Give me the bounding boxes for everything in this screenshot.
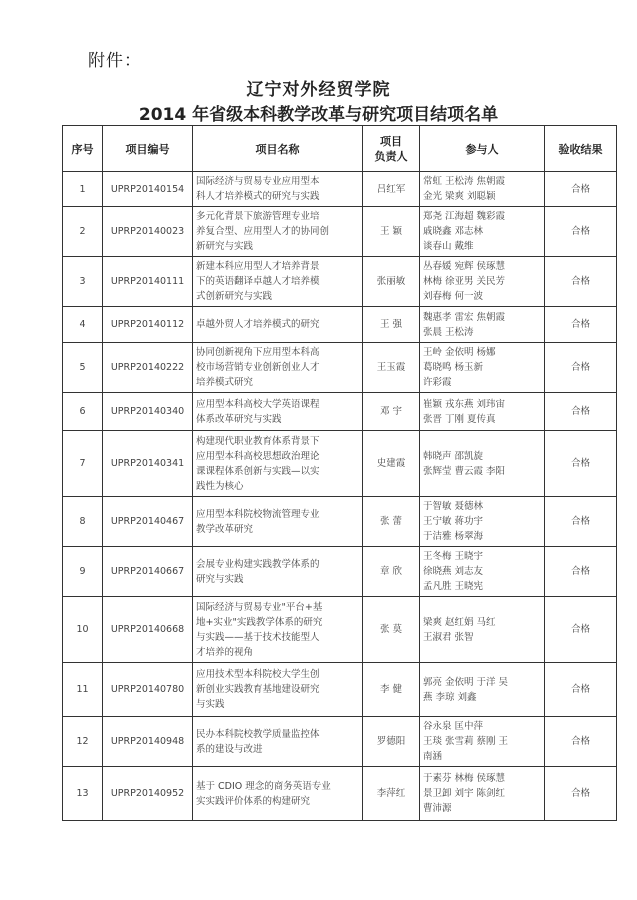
- table-row: [63, 431, 617, 497]
- cell-members: 魏惠孝 雷宏 焦朝霞 张晨 王松涛: [420, 307, 545, 343]
- cell-result: 合格: [545, 172, 617, 207]
- document-title-list: 2014 年省级本科教学改革与研究项目结项名单: [138, 105, 499, 125]
- table-row: [63, 207, 617, 257]
- table-row: [63, 597, 617, 663]
- cell-no: 2: [63, 207, 103, 257]
- cell-name: 卓越外贸人才培养模式的研究: [193, 307, 363, 343]
- cell-code: UPRP20140667: [103, 547, 193, 597]
- cell-members: 韩晓声 邵凯旋 张辉莹 曹云霞 李阳: [420, 431, 545, 497]
- cell-name: 新建本科应用型人才培养背景 下的英语翻译卓越人才培养模 式创新研究与实践: [193, 257, 363, 307]
- cell-members: 于素芬 林梅 侯琢慧 景卫卸 刘宇 陈剑红 曹沛源: [420, 767, 545, 821]
- cell-leader: 章 欣: [363, 547, 420, 597]
- cell-members: 于智敏 聂德林 王宁敏 蒋功宇 于洁雅 杨翠海: [420, 497, 545, 547]
- col-header-result: 验收结果: [545, 126, 617, 172]
- cell-leader: 王 强: [363, 307, 420, 343]
- cell-code: UPRP20140948: [103, 717, 193, 767]
- cell-code: UPRP20140341: [103, 431, 193, 497]
- table-row: [63, 717, 617, 767]
- cell-no: 3: [63, 257, 103, 307]
- cell-code: UPRP20140340: [103, 393, 193, 431]
- cell-code: UPRP20140222: [103, 343, 193, 393]
- cell-name: 应用技术型本科院校大学生创 新创业实践教育基地建设研究 与实践: [193, 663, 363, 717]
- cell-leader: 史建霞: [363, 431, 420, 497]
- cell-no: 4: [63, 307, 103, 343]
- col-header-leader: 项目 负责人: [363, 126, 420, 172]
- cell-leader: 罗德阳: [363, 717, 420, 767]
- table-row: [63, 172, 617, 207]
- cell-no: 7: [63, 431, 103, 497]
- table-row: [63, 497, 617, 547]
- cell-leader: 王玉霞: [363, 343, 420, 393]
- cell-result: 合格: [545, 257, 617, 307]
- table-row: [63, 343, 617, 393]
- cell-no: 9: [63, 547, 103, 597]
- cell-leader: 张 蕾: [363, 497, 420, 547]
- cell-code: UPRP20140154: [103, 172, 193, 207]
- cell-leader: 李 健: [363, 663, 420, 717]
- attachment-label: 附件：: [88, 51, 142, 71]
- table-row: [63, 767, 617, 821]
- cell-code: UPRP20140952: [103, 767, 193, 821]
- cell-result: 合格: [545, 597, 617, 663]
- cell-name: 构建现代职业教育体系背景下 应用型本科高校思想政治理论 课课程体系创新与实践—以实 践性为核心: [193, 431, 363, 497]
- cell-no: 8: [63, 497, 103, 547]
- cell-members: 郑尧 江海超 魏彩霞 戚晓鑫 邓志林 谈春山 戴维: [420, 207, 545, 257]
- cell-result: 合格: [545, 431, 617, 497]
- cell-code: UPRP20140112: [103, 307, 193, 343]
- cell-name: 协同创新视角下应用型本科高 校市场营销专业创新创业人才 培养模式研究: [193, 343, 363, 393]
- cell-no: 11: [63, 663, 103, 717]
- cell-members: 谷永泉 匡中萍 王琰 张雪莉 蔡刚 王 南涵: [420, 717, 545, 767]
- table-row: [63, 393, 617, 431]
- cell-code: UPRP20140111: [103, 257, 193, 307]
- col-header-code: 项目编号: [103, 126, 193, 172]
- cell-members: 王冬梅 王晓宇 徐晓燕 刘志友 孟凡胜 王晓宪: [420, 547, 545, 597]
- cell-leader: 吕红军: [363, 172, 420, 207]
- cell-result: 合格: [545, 207, 617, 257]
- document-title-institution: 辽宁对外经贸学院: [246, 80, 391, 100]
- cell-result: 合格: [545, 343, 617, 393]
- cell-code: UPRP20140780: [103, 663, 193, 717]
- cell-name: 多元化背景下旅游管理专业培 养复合型、应用型人才的协同创 新研究与实践: [193, 207, 363, 257]
- table-header-row: [63, 126, 617, 172]
- cell-result: 合格: [545, 717, 617, 767]
- cell-code: UPRP20140668: [103, 597, 193, 663]
- cell-code: UPRP20140467: [103, 497, 193, 547]
- cell-no: 12: [63, 717, 103, 767]
- table-row: [63, 307, 617, 343]
- cell-members: 梁爽 赵红娟 马红 王淑君 张智: [420, 597, 545, 663]
- table-row: [63, 547, 617, 597]
- cell-name: 应用型本科院校物流管理专业 教学改革研究: [193, 497, 363, 547]
- cell-members: 王岭 金依明 杨娜 葛晓鸣 杨玉新 许彩霞: [420, 343, 545, 393]
- col-header-name: 项目名称: [193, 126, 363, 172]
- cell-name: 应用型本科高校大学英语课程 体系改革研究与实践: [193, 393, 363, 431]
- cell-leader: 张 莫: [363, 597, 420, 663]
- cell-leader: 邓 宇: [363, 393, 420, 431]
- cell-no: 1: [63, 172, 103, 207]
- cell-result: 合格: [545, 767, 617, 821]
- cell-result: 合格: [545, 307, 617, 343]
- cell-no: 13: [63, 767, 103, 821]
- cell-leader: 张丽敏: [363, 257, 420, 307]
- cell-name: 国际经济与贸易专业应用型本 科人才培养模式的研究与实践: [193, 172, 363, 207]
- col-header-no: 序号: [63, 126, 103, 172]
- cell-result: 合格: [545, 663, 617, 717]
- cell-leader: 李萍红: [363, 767, 420, 821]
- cell-result: 合格: [545, 497, 617, 547]
- cell-members: 郭亮 金依明 于洋 吴 燕 李琼 刘鑫: [420, 663, 545, 717]
- cell-no: 6: [63, 393, 103, 431]
- cell-no: 5: [63, 343, 103, 393]
- cell-result: 合格: [545, 393, 617, 431]
- cell-name: 会展专业构建实践教学体系的 研究与实践: [193, 547, 363, 597]
- cell-members: 崔颖 戎东燕 刘玮宙 张晋 丁刚 夏传真: [420, 393, 545, 431]
- cell-name: 民办本科院校教学质量监控体 系的建设与改进: [193, 717, 363, 767]
- table-row: [63, 257, 617, 307]
- cell-members: 常虹 王松涛 焦朝霞 金光 梁爽 刘聪颖: [420, 172, 545, 207]
- cell-name: 国际经济与贸易专业"平台+基 地+实业"实践教学体系的研究 与实践——基于技术技能型人 才培养的视角: [193, 597, 363, 663]
- cell-result: 合格: [545, 547, 617, 597]
- project-table: [62, 125, 617, 821]
- table-row: [63, 663, 617, 717]
- cell-leader: 王 颖: [363, 207, 420, 257]
- cell-code: UPRP20140023: [103, 207, 193, 257]
- cell-no: 10: [63, 597, 103, 663]
- cell-members: 丛春媛 宛辉 侯琢慧 林梅 徐亚男 关民芳 刘春梅 何一波: [420, 257, 545, 307]
- cell-name: 基于 CDIO 理念的商务英语专业 实实践评价体系的构建研究: [193, 767, 363, 821]
- col-header-members: 参与人: [420, 126, 545, 172]
